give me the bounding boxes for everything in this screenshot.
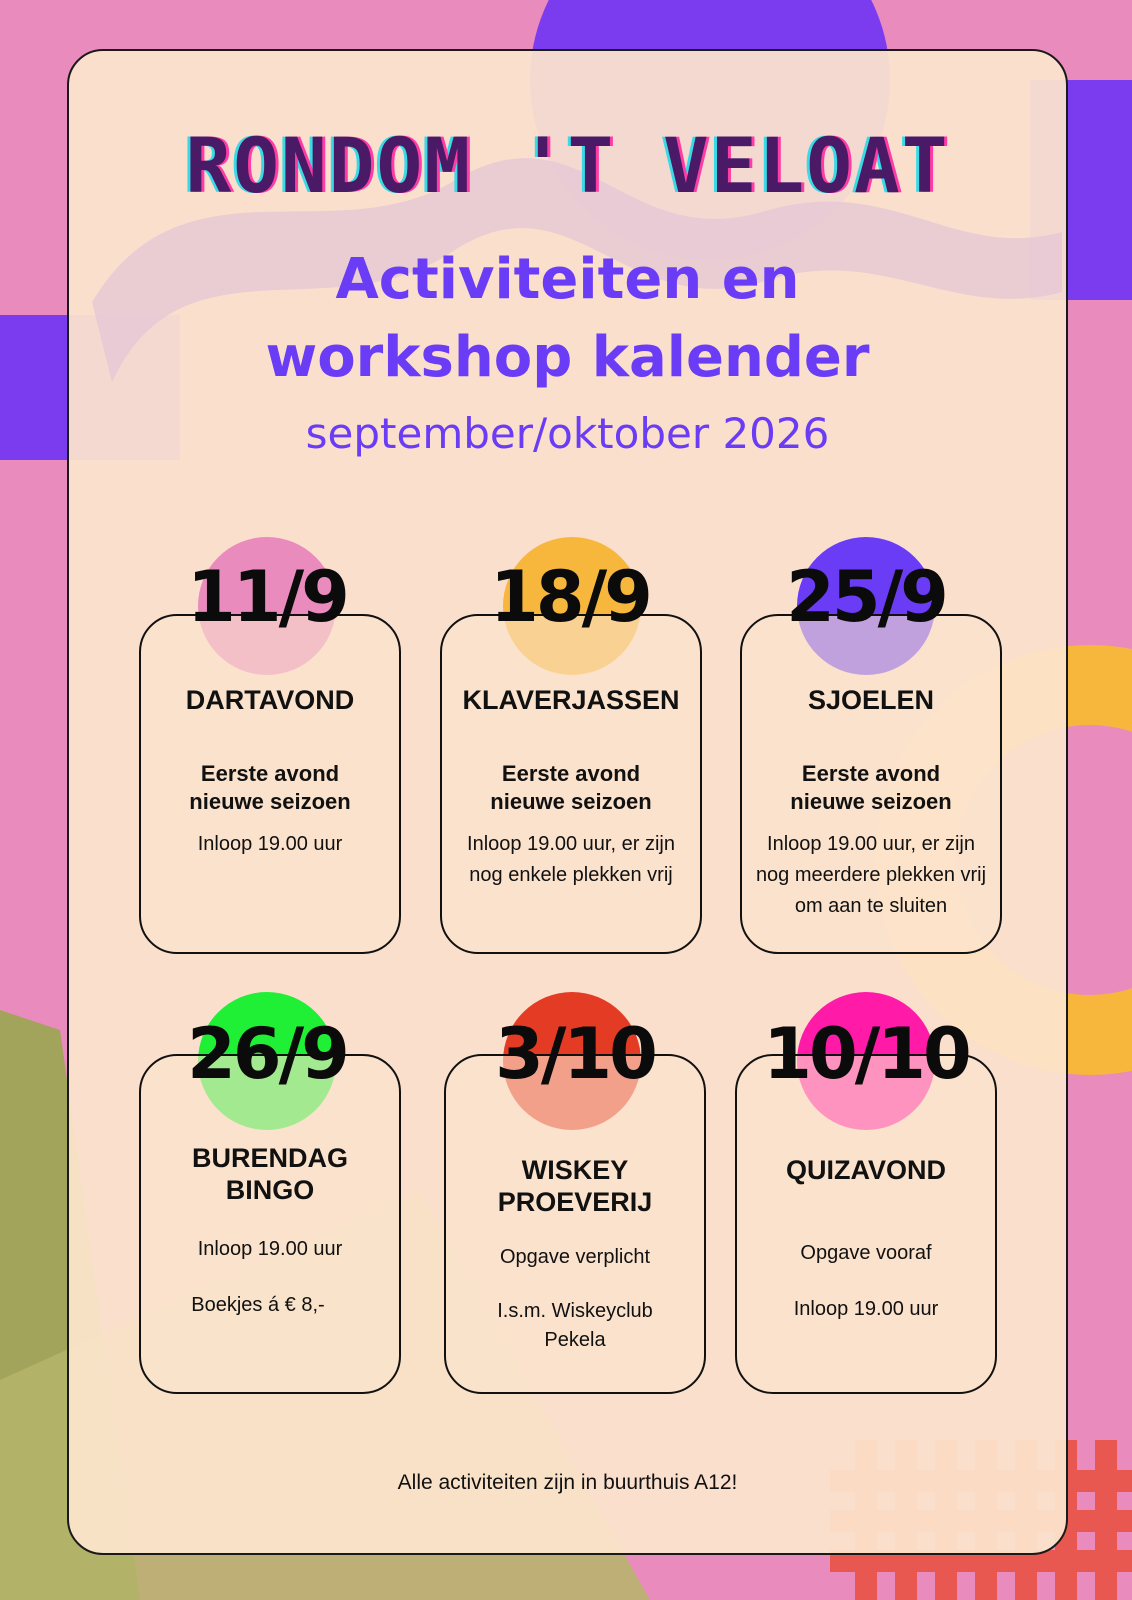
event-title: DARTAVOND: [185, 685, 355, 715]
event-card: [740, 614, 1002, 954]
event-card: [735, 1054, 997, 1394]
event-detail: Inloop 19.00 uur: [793, 1298, 939, 1320]
event-title: QUIZAVOND: [786, 1155, 946, 1185]
event-card: [440, 614, 702, 954]
subtitle-line-2: workshop kalender: [265, 325, 870, 390]
event-date: 25/9: [786, 556, 946, 638]
page-title: RONDOM 'T VELOAT: [185, 121, 950, 210]
event-title: KLAVERJASSEN: [462, 685, 680, 715]
event-date: 26/9: [187, 1013, 347, 1095]
event-title: BURENDAG BINGO: [191, 1143, 348, 1205]
event-detail: Inloop 19.00 uur: [197, 1238, 343, 1260]
event-title: SJOELEN: [807, 685, 935, 715]
event-date: 3/10: [495, 1013, 655, 1095]
event-detail: Opgave vooraf: [800, 1242, 932, 1264]
event-subtitle: Eerste avond nieuwe seizoen: [189, 761, 351, 814]
event-card: [444, 1054, 706, 1394]
period-label: september/oktober 2026: [305, 409, 830, 458]
event-detail: Inloop 19.00 uur, er zijn nog enkele plekken vrij: [467, 833, 675, 886]
event-date: 11/9: [187, 556, 347, 638]
event-subtitle: Eerste avond nieuwe seizoen: [790, 761, 952, 814]
poster-panel: [67, 49, 1068, 1555]
event-title: WISKEY PROEVERIJ: [497, 1155, 653, 1217]
event-detail: I.s.m. Wiskeyclub Pekela: [497, 1300, 653, 1351]
event-date: 18/9: [490, 556, 650, 638]
subtitle-line-1: Activiteiten en: [335, 247, 800, 312]
event-detail: Boekjes á € 8,-: [191, 1294, 325, 1316]
event-subtitle: Eerste avond nieuwe seizoen: [490, 761, 652, 814]
event-detail: Opgave verplicht: [499, 1246, 651, 1268]
subtitle: [69, 241, 1066, 397]
footer-note: Alle activiteiten zijn in buurthuis A12!: [397, 1471, 738, 1494]
event-date: 10/10: [763, 1013, 969, 1095]
event-card: [139, 1054, 401, 1394]
event-detail: Inloop 19.00 uur, er zijn nog meerdere plekken vrij om aan te sluiten: [755, 833, 987, 917]
event-detail: Inloop 19.00 uur: [197, 833, 343, 855]
event-card: [139, 614, 401, 954]
